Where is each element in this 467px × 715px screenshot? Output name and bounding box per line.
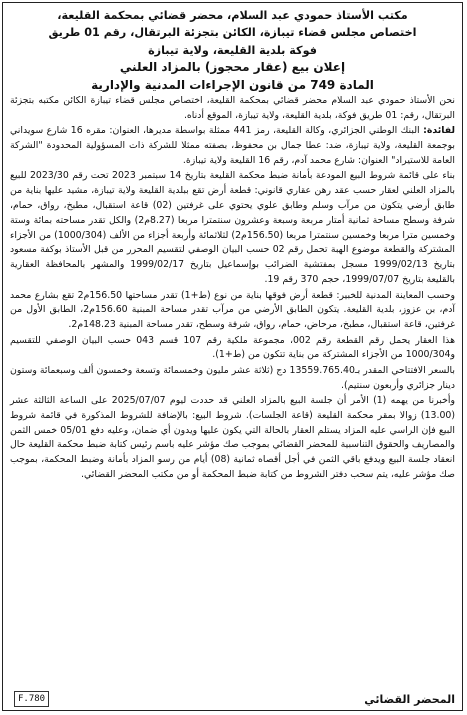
paragraph-property-description <box>10 169 455 288</box>
header-office-line-2: اختصاص مجلس قضاء تيبازة، الكائن بتجزئة البرتقال، رقم 01 طريق <box>48 26 417 40</box>
legal-notice <box>2 2 463 711</box>
legal-article-reference: المادة 749 من قانون الإجراءات المدنية والإدارية <box>91 77 374 92</box>
header-office-line-3: فوكة بلدية القليعة، ولاية تيبازة <box>148 43 317 57</box>
paragraph-text: هذا العقار يحمل رقم القطعة رقم 002، مجموعة ملكية رقم 107 قسم 043 حسب البيان الوصفي للتقسيم و1000/304 من الأجزاء المشتركة من بناية تتكون من (ط+1). <box>10 334 455 361</box>
notice-header <box>10 7 455 94</box>
paragraph-text: بناء على قائمة شروط البيع المودعة بأمانة ضبط محكمة القليعة بتاريخ 14 سبتمبر 2023 تحت رقم 2023/30 للبيع بالمزاد العلني لعقار حسب عقد رهن عقاري قانوني: قطعة أرض تقع ببلدية القليعة ولاية تيبازة، مشيد عليها بناية من طابق أرضي يتكون من مرآب وسلم وطابق علوي يحتوي على غرفتين (02) قاعة استقبال، مطبخ، رواق، حمام، شرفة وسطح مساحة ثمانية أمتار مربعة وسبعة وعشرون سنتمترا مربعا (8.27م2) والكل تقدر مساحته بمائة وستة وخمسين مترا مربعا وخمسين سنتمترا مربعا (156.50م2) لثلاثمائة وأربعة أجزاء من الألف (1000/304) من الأجزاء المشتركة والقطعة موضوع الهبة تحمل رقم 02 حسب البيان الوصفي لتقسيم المحرر من قبل الأستاذ بوكفة مسعود بتاريخ 1999/02/13 مسجل بمفتشية الضرائب بوإسماعيل بتاريخ 1999/02/17 والمشهر بالمحافظة العقارية بالقليعة بتاريخ 1999/07/07، حجم 370 رقم 19. <box>10 170 455 286</box>
paragraph-sale-terms <box>10 394 455 483</box>
paragraph-expert-report <box>10 289 455 334</box>
paragraph-lead: لفائدة: <box>423 125 455 137</box>
paragraph-bailiff <box>10 94 455 124</box>
header-office-line-1: مكتب الأستاذ حمودي عبد السلام، محضر قضائي بمحكمة القليعة، <box>57 9 408 22</box>
paragraph-lot-number <box>10 334 455 364</box>
paragraph-text: وأخبرنا من يهمه (1) الأمر أن جلسة البيع بالمزاد العلني قد حددت ليوم 2025/07/07 على الساعة الثالثة عشر (13.00) زوالا بمقر محكمة القليعة (قاعة الجلسات). شروط البيع: بالإضافة للشروط المذكورة في قائمة شروط البيع فإن الراسي عليه المزاد يستلم العقار بالحالة التي يكون عليها ويدون أي ضمان، وعليه دفع 05/01 خمس الثمن والمصاريف والحقوق التناسبية للمحضر القضائي بموجب صك مؤشر عليه باسم رئيس كتابة ضبط محكمة القليعة حال انعقاد جلسة البيع ويدفع باقي الثمن في أجل أقصاه ثمانية (08) أيام من رسو المزاد بأمانة وضبط المحكمة، بموجب صك مؤشر عليه، يتم سحب دفتر الشروط من كتابة ضبط المحكمة أو من مكتب المحضر القضائي. <box>10 394 455 481</box>
paragraph-text: وحسب المعاينة المدنية للخبير: قطعة أرض فوقها بناية من نوع (ط+1) تقدر مساحتها 156.50م2 تقع بشارع محمد آدم، بن عزوز، بلدية القليعة. يتكون الطابق الأرضي من مرآب تقدر مساحة المبنية 156.60م2، الطابق الأول من غرفتين، قاعة استقبال، مطبخ، مرحاض، حمام، رواق، شرفة وسطح، تقدر مساحة المبنية 148.23م2. <box>10 289 455 331</box>
notice-title: إعلان بيع (عقار محجوز) بالمزاد العلني <box>119 60 346 75</box>
notice-body <box>10 94 455 483</box>
paragraph-parties <box>10 124 455 169</box>
paragraph-text: البنك الوطني الجزائري، وكالة القليعة، رمز 441 ممثلة بواسطة مديرها، العنوان: مقره 16 شارع سويداني بوجمعة القليعة، ولاية تيبازة، ضد: عطا جمال بن محفوظ، بصفته ممثلا للشركة ذات المسؤولية المحدودة "الشركة العامة للاستيراد" العنوان: شارع محمد آدم، رقم 16 القليعة ولاية تيبازة. <box>10 125 455 166</box>
notice-footer <box>10 691 455 707</box>
publication-reference: F.780 <box>14 691 49 707</box>
paragraph-opening-price <box>10 364 455 394</box>
paragraph-text: نحن الأستاذ حمودي عبد السلام محضر قضائي بمحكمة القليعة، اختصاص مجلس قضاء تيبازة الكائن مكتبه بتجزئة البرتقال، رقم: 01 طريق فوكة، بلدية القليعة، ولاية تيبازة، الموقع أدناه. <box>10 95 455 121</box>
paragraph-text: بالسعر الافتتاحي المقدر بـ13559.765.40 دج (ثلاثة عشر مليون وخمسمائة وتسعة وخمسون ألف وسبعمائة وستون دينار جزائري وأربعون سنتيم). <box>10 364 455 391</box>
bailiff-signature: المحضر القضائي <box>364 693 455 706</box>
